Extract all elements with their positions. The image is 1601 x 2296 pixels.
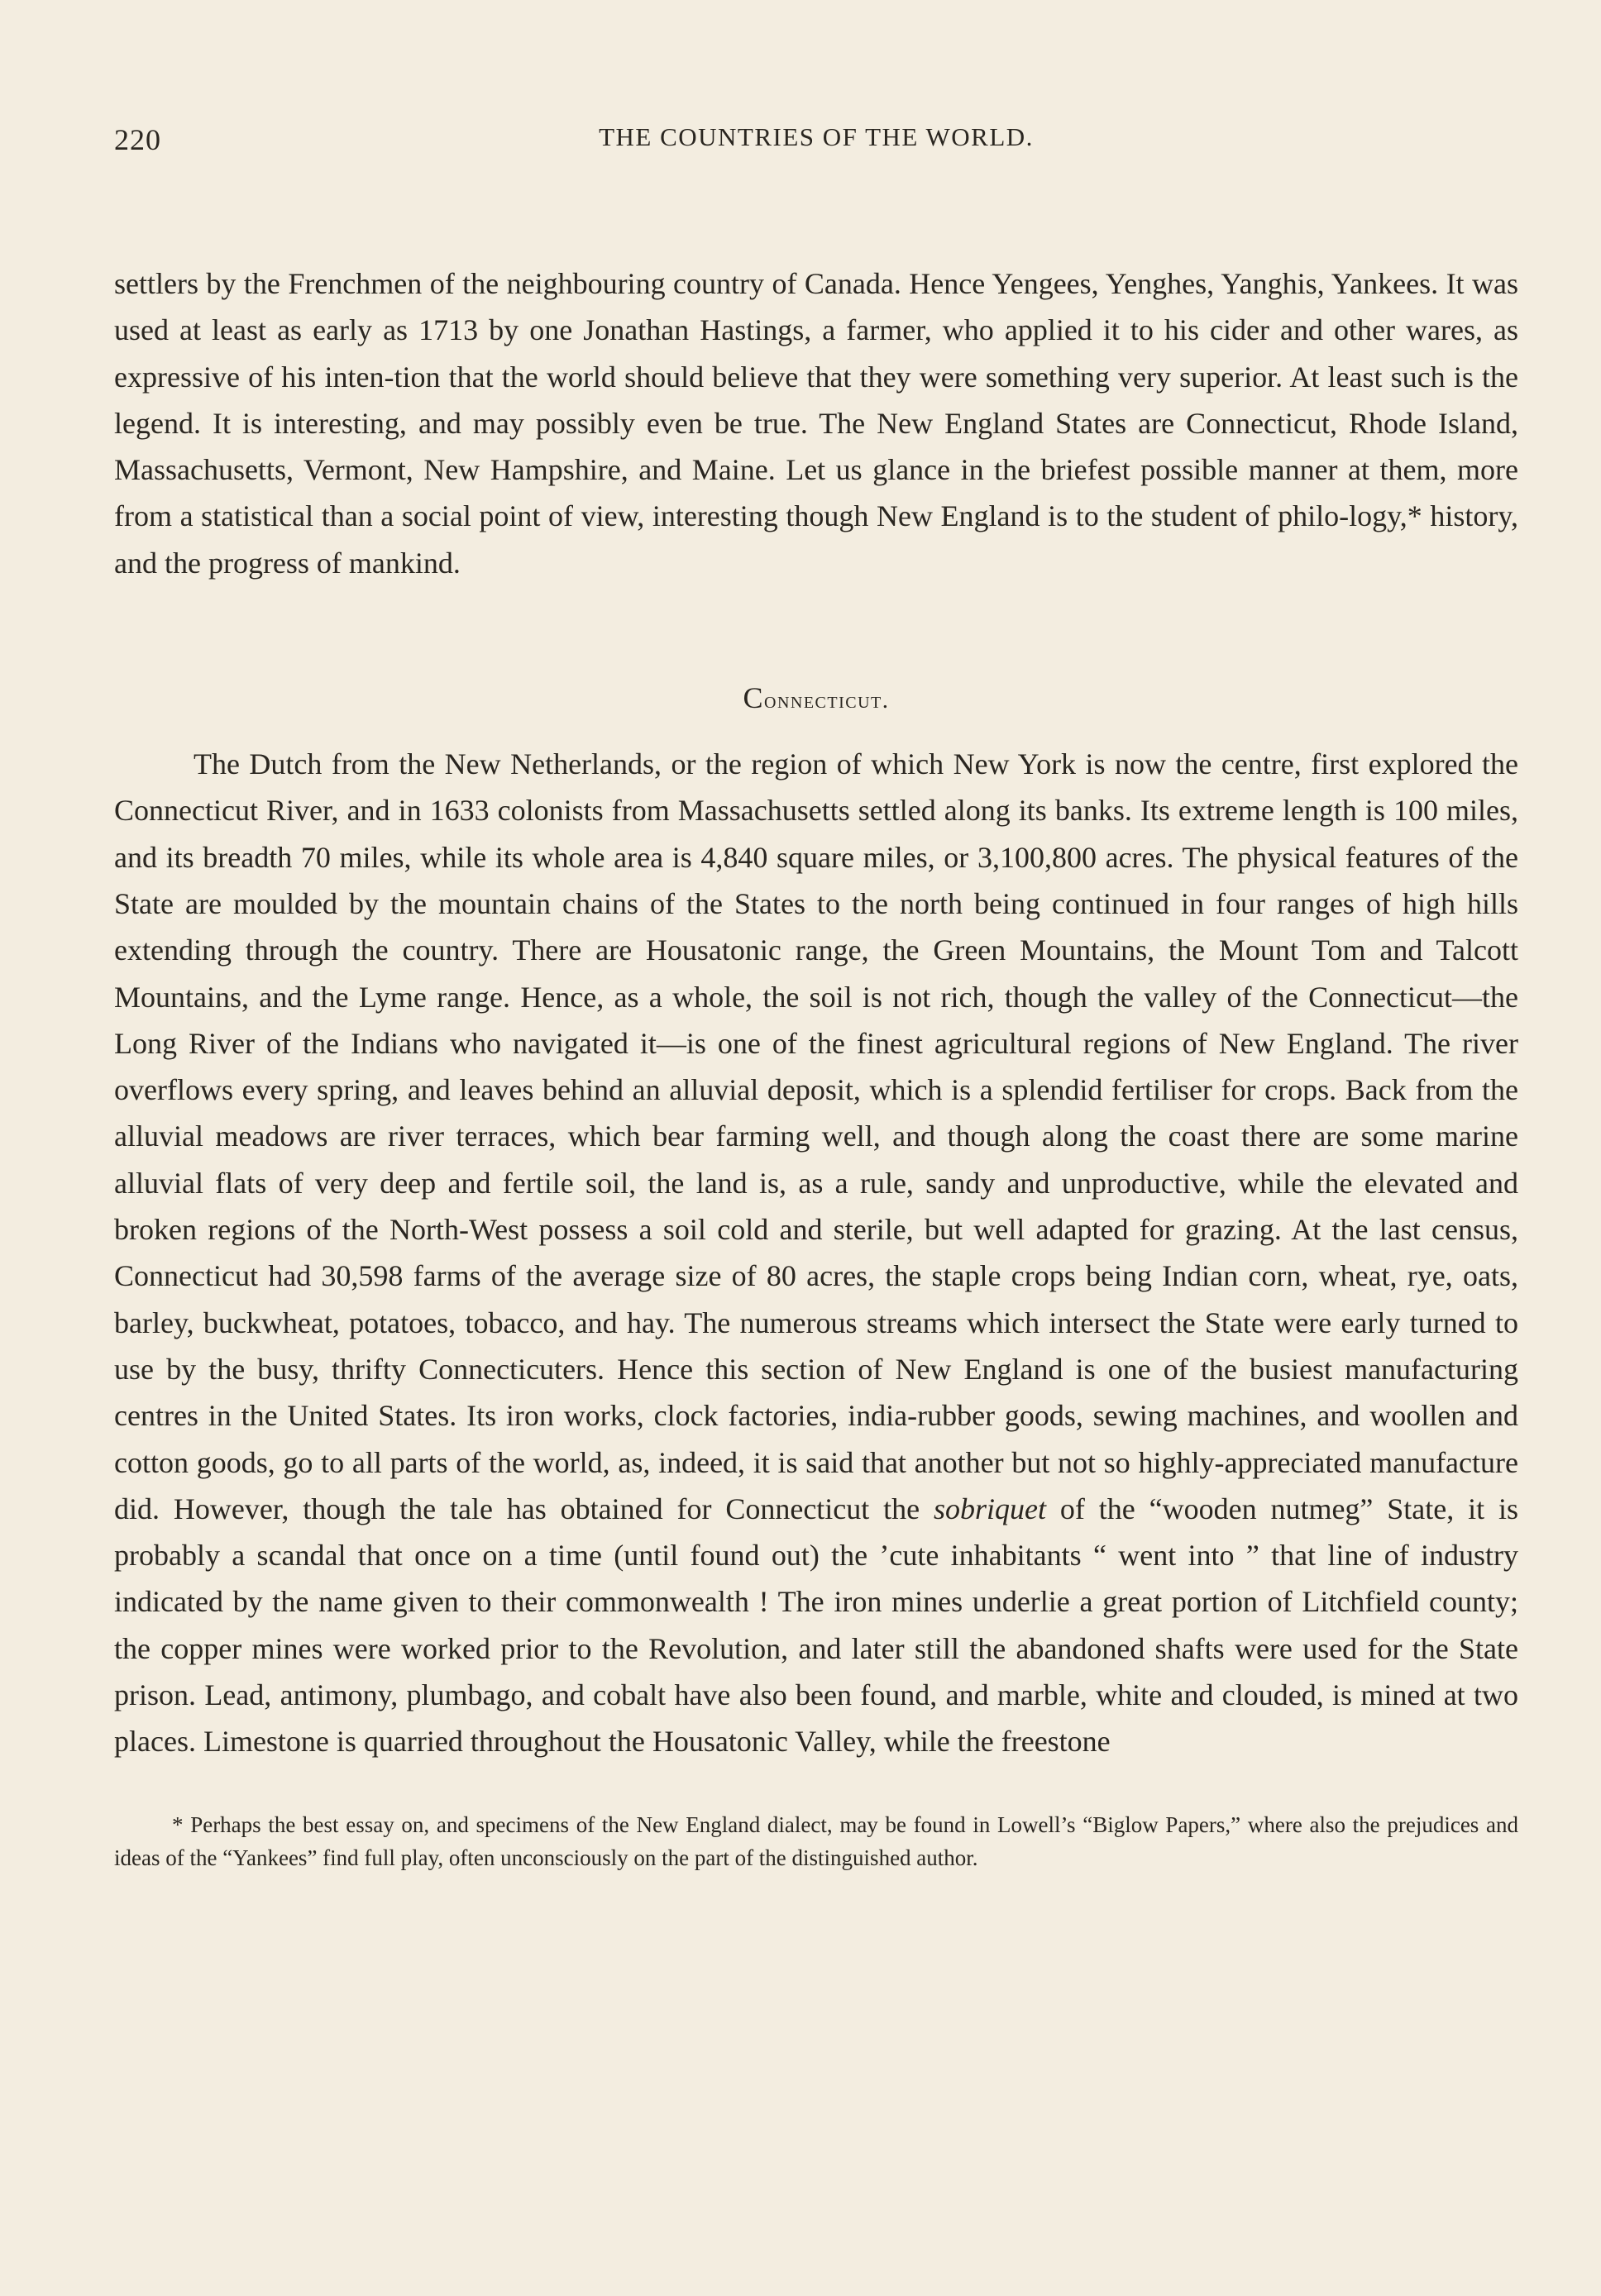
section-heading-connecticut xyxy=(114,681,1518,714)
section-heading-rest: onnecticut. xyxy=(764,687,890,714)
book-page xyxy=(114,116,1518,1897)
page-number: 220 xyxy=(114,123,161,156)
paragraph-connecticut-part-a: The Dutch from the New Netherlands, or the region of which New York is now the centre, first explored the Connecticut River, and in 1633 colonists from Massachusetts settled along its banks. Its extreme length is 100 miles, and its breadth 70 miles, while its whole area is 4,840 square miles, or 3,100,800 acres. The physical features of the State are moulded by the mountain chains of the States to the north being continued in four ranges of high hills extending through the country. There are Housatonic range, the Green Mountains, the Mount Tom and Talcott Mountains, and the Lyme range. Hence, as a whole, the soil is not rich, though the valley of the Connecticut—the Long River of the Indians who navigated it—is one of the finest agricultural regions of New England. The river overflows every spring, and leaves behind an alluvial deposit, which is a splendid fertiliser for crops. Back from the alluvial meadows are river terraces, which bear farming well, and though along the coast there are some marine alluvial flats of very deep and fertile soil, the land is, as a rule, sandy and unproductive, while the elevated and broken regions of the North-West possess a soil cold and sterile, but well adapted for grazing. At the last census, Connecticut had 30,598 farms of the average size of 80 acres, the staple crops being Indian corn, wheat, rye, oats, barley, buckwheat, potatoes, tobacco, and hay. The numerous streams which intersect the State were early turned to use by the busy, thrifty Connecticuters. Hence this section of New England is one of the busiest manufacturing centres in the United States. Its iron works, clock factories, india-rubber goods, sewing machines, and woollen and cotton goods, go to all parts of the world, as, indeed, it is said that another but not so highly-appreciated manufacture did. However, though the tale has obtained for Connecticut the xyxy=(114,747,1518,1525)
running-title: THE COUNTRIES OF THE WORLD. xyxy=(599,122,1034,151)
body-text xyxy=(114,260,1518,1765)
paragraph-connecticut xyxy=(114,741,1518,1765)
section-heading-initial: C xyxy=(743,681,764,715)
sobriquet-italic: sobriquet xyxy=(934,1492,1047,1525)
running-header xyxy=(114,116,1518,165)
paragraph-intro: settlers by the Frenchmen of the neighbouring country of Canada. Hence Yengees, Yenghes, Yanghis, Yankees. It was used at least as early as 1713 by one Jonathan Hastings, a farmer, who applied it to his cider and other wares, as expressive of his inten-tion that the world should believe that they were something very superior. At least such is the legend. It is interesting, and may possibly even be true. The New England States are Connecticut, Rhode Island, Massachusetts, Vermont, New Hampshire, and Maine. Let us glance in the briefest possible manner at them, more from a statistical than a social point of view, interesting though New England is to the student of philo-logy,* history, and the progress of mankind. xyxy=(114,267,1518,580)
footnote: * Perhaps the best essay on, and specimens of the New England dialect, may be found in Lowell’s “Biglow Papers,” where also the prejudices and ideas of the “Yankees” find full play, often unconsciously on the part of the distinguished author. xyxy=(114,1812,1518,1870)
paragraph-connecticut-part-b: of the “wooden nutmeg” State, it is probably a scandal that once on a time (until found out) the ’cute inhabitants “ went into ” that line of industry indicated by the name given to their commonwealth ! The iron mines underlie a great portion of Litchfield county; the copper mines were worked prior to the Revolution, and later still the abandoned shafts were used for the State prison. Lead, antimony, plumbago, and cobalt have also been found, and marble, white and clouded, is mined at two places. Limestone is quarried throughout the Housatonic Valley, while the freestone xyxy=(114,1492,1519,1759)
